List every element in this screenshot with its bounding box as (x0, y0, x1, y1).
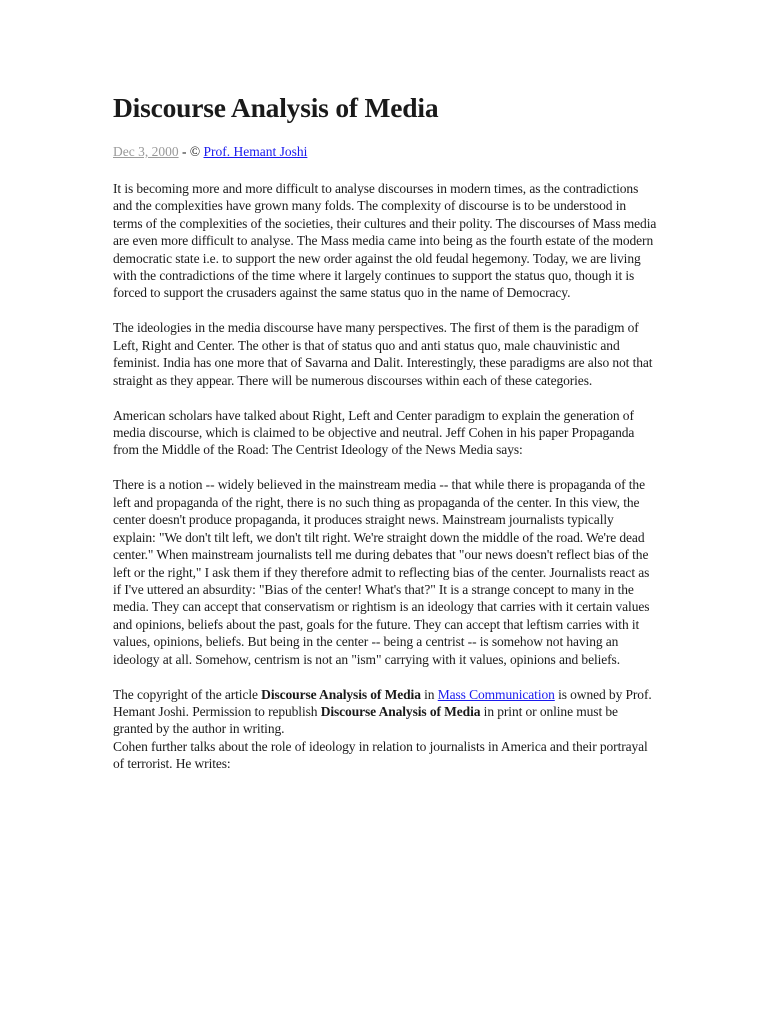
copyright-article-name: Discourse Analysis of Media (261, 686, 421, 702)
category-link[interactable]: Mass Communication (437, 686, 555, 702)
paragraph-american-scholars: American scholars have talked about Right, Left and Center paradigm to explain the generation of media discourse, which is claimed to be objective and neutral. Jeff Cohen in his paper Propaganda from the Middle of the Road: The Centrist Ideology of the News Media says: (113, 407, 635, 458)
copyright-notice (113, 686, 658, 738)
paragraph-intro: It is becoming more and more difficult to analyse discourses in modern times, as the contradictions and the complexities have grown many folds. The complexity of discourse is to be understood in terms of the complexities of the societies, their cultures and their polity. The discourses of Mass media are even more difficult to analyse. The Mass media came into being as the fourth estate of the modern democratic state i.e. to support the new order against the old feudal hegemony. Today, we are living with the contradictions of the time where it largely continues to support the status quo, though it is forced to support the crusaders against the same status quo in the name of Democracy. (113, 181, 657, 301)
copyright-text: in print or online must be granted by the author in writing. (113, 703, 618, 737)
author-link[interactable]: Prof. Hemant Joshi (203, 144, 308, 159)
copyright-article-name-2: Discourse Analysis of Media (320, 703, 481, 719)
article (113, 88, 658, 773)
copyright-text: The copyright of the article (113, 686, 262, 702)
copyright-separator: - © (178, 144, 204, 159)
paragraph-ideologies: The ideologies in the media discourse have many perspectives. The first of them is the paradigm of Left, Right and Center. The other is that of status quo and anti status quo, male chauvinistic and feminist. India has one more that of Savarna and Dalit. Interestingly, these paradigms are also not that straight as they appear. There will be numerous discourses within each of these categories. (113, 320, 653, 388)
copyright-text: in (420, 686, 438, 702)
article-date[interactable]: Dec 3, 2000 (113, 144, 179, 159)
paragraph-closing: Cohen further talks about the role of ideology in relation to journalists in America and their portrayal of terrorist. He writes: (113, 738, 648, 772)
article-meta (113, 142, 658, 162)
paragraph-cohen-quote: There is a notion -- widely believed in the mainstream media -- that while there is propaganda of the left and propaganda of the right, there is no such thing as propaganda of the center. In this view, the center doesn't produce propaganda, it produces straight news. Mainstream journalists typically explain: "We don't tilt left, we don't tilt right. We're straight down the middle of the road. We're dead center." When mainstream journalists tell me during debates that "our news doesn't reflect bias of the left or the right," I ask them if they therefore admit to reflecting bias of the center. Journalists react as if I've uttered an absurdity: "Bias of the center! What's that?" It is a strange concept to many in the media. They can accept that conservatism or rightism is an ideology that carries with it certain values and opinions, beliefs about the past, goals for the future. They can accept that leftism carries with it values, opinions, beliefs. But being in the center -- being a centrist -- is somehow not having an ideology at all. Somehow, centrism is not an "ism" carrying with it values, opinions and beliefs. (113, 477, 650, 667)
copyright-text: is owned by Prof. Hemant Joshi. Permission to republish (113, 686, 652, 719)
article-title: Discourse Analysis of Media (113, 92, 439, 123)
